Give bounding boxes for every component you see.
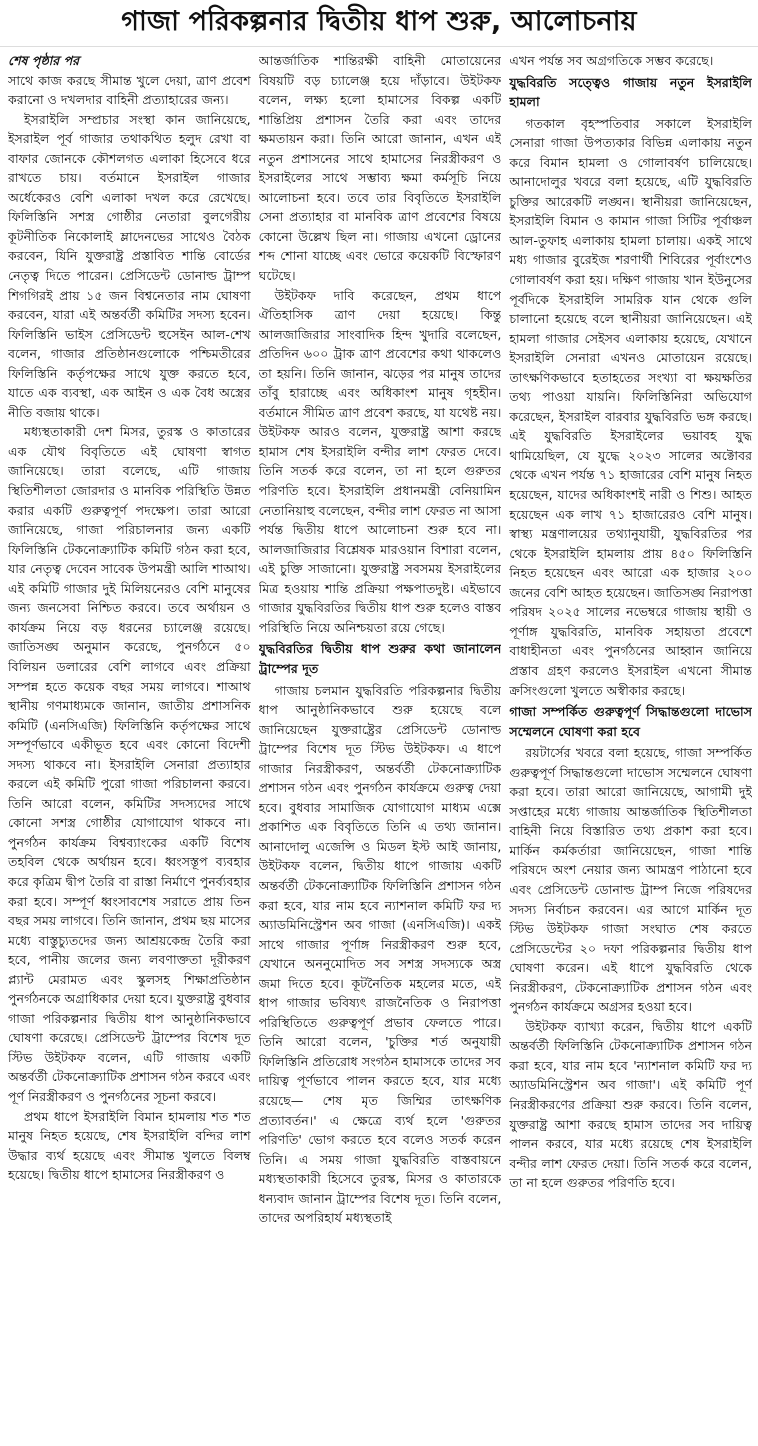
article-body: [0, 47, 758, 1443]
paragraph: সাথে কাজ করছে সীমান্ত খুলে দেয়া, ত্রাণ প্রবেশ করানো ও দখলদার বাহিনী প্রত্যাহারের জন্য।: [8, 72, 251, 108]
paragraph: রয়টার্সের খবরে বলা হয়েছে, গাজা সম্পর্কিত গুরুত্বপূর্ণ সিদ্ধান্তগুলো দাভোস সম্মেলনে ঘোষণা করা হবে। তারা আরো জানিয়েছে, আগামী দুই সপ্তাহের মধ্যে গাজায় আন্তর্জাতিক স্থিতিশীলতা বাহিনী নিয়ে বিস্তারিত তথ্য প্রকাশ করা হবে। মার্কিন কর্মকর্তারা জানিয়েছেন, গাজা শান্তি পরিষদে অংশ নেয়ার জন্য আমন্ত্রণ পাঠানো হবে এবং প্রেসিডেন্ট ডোনাল্ড ট্রাম্প নিজে পরিষদের সদস্য নির্বাচন করবেন। এর আগে মার্কিন দূত স্টিভ উইটকফ গাজা সংঘাত শেষ করতে প্রেসিডেন্টের ২০ দফা পরিকল্পনার দ্বিতীয় ধাপ ঘোষণা করেন। এই ধাপে যুদ্ধবিরতি থেকে নিরস্ত্রীকরণ, টেকনোক্র্যাটিক প্রশাসন গঠন এবং পুনর্গঠন কার্যক্রমে অগ্রসর হওয়া হবে।: [509, 745, 753, 1015]
paragraph: মধ্যস্থতাকারী দেশ মিসর, তুরস্ক ও কাতারের এক যৌথ বিবৃতিতে এই ঘোষণা স্বাগত জানিয়েছে। তারা বলেছে, এটি গাজায় স্থিতিশীলতা জোরদার ও মানবিক পরিস্থিতি উন্নত করার একটি গুরুত্বপূর্ণ পদক্ষেপ। তারা আরো জানিয়েছে, গাজা পরিচালনার জন্য একটি ফিলিস্তিনি টেকনোক্র্যাটিক কমিটি গঠন করা হবে, যার নেতৃত্ব দেবেন সাবেক উপমন্ত্রী আলি শাআথ। এই কমিটি গাজার দুই মিলিয়নেরও বেশি মানুষের জন্য জনসেবা নিশ্চিত করবে। তবে অর্থায়ন ও কার্যক্রম নিয়ে বড় ধরনের চ্যালেঞ্জ রয়েছে। জাতিসঙ্ঘ অনুমান করেছে, পুনর্গঠনে ৫০ বিলিয়ন ডলারের বেশি লাগবে এবং প্রক্রিয়া সম্পন্ন হতে কয়েক বছর সময় লাগবে। শাআথ স্থানীয় গণমাধ্যমকে জানান, জাতীয় প্রশাসনিক কমিটি (এনসিএজি) ফিলিস্তিনি কর্তৃপক্ষের সাথে সম্পূর্ণভাবে একীভূত হবে এবং কোনো বিদেশী সদস্য থাকবে না। ইসরাইলি সেনারা প্রত্যাহার করলে এই কমিটি পুরো গাজা পরিচালনা করবে। তিনি আরো বলেন, কমিটির সদস্যদের সাথে কোনো সশস্ত্র গোষ্ঠীর যোগাযোগ থাকবে না। পুনর্গঠন কার্যক্রম বিশ্বব্যাংকের একটি বিশেষ তহবিল থেকে অর্থায়ন হবে। ধ্বংসস্তূপ ব্যবহার করে কৃত্রিম দ্বীপ তৈরি বা রাস্তা নির্মাণে পুনর্ব্যবহার করা হবে। সম্পূর্ণ ধ্বংসাবশেষ সরাতে প্রায় তিন বছর সময় লাগবে। তিনি জানান, প্রথম ছয় মাসের মধ্যে বাস্তুচ্যুতদের জন্য আশ্রয়কেন্দ্র তৈরি করা হবে, পানীয় জলের জন্য লবণাক্ততা দূরীকরণ প্ল্যান্ট মেরামত এবং স্কুলসহ শিক্ষাপ্রতিষ্ঠান পুনর্গঠনকে অগ্রাধিকার দেয়া হবে। যুক্তরাষ্ট্র বুধবার গাজা পরিকল্পনার দ্বিতীয় ধাপ আনুষ্ঠানিকভাবে ঘোষণা করেছে। প্রেসিডেন্ট ট্রাম্পের বিশেষ দূত স্টিভ উইটকফ বলেন, এটি গাজায় একটি অন্তর্বর্তী টেকনোক্র্যাটিক প্রশাসন গঠন করবে এবং পূর্ণ নিরস্ত্রীকরণ ও পুনর্গঠনের সূচনা করবে।: [8, 424, 251, 1104]
continued-kicker: শেষ পৃষ্ঠার পর: [8, 53, 80, 68]
paragraph: গাজায় চলমান যুদ্ধবিরতি পরিকল্পনার দ্বিতীয় ধাপ আনুষ্ঠানিকভাবে শুরু হয়েছে বলে জানিয়েছেন যুক্তরাষ্ট্রের প্রেসিডেন্ট ডোনাল্ড ট্রাম্পের বিশেষ দূত স্টিভ উইটকফ। এ ধাপে গাজার নিরস্ত্রীকরণ, অন্তর্বর্তী টেকনোক্র্যাটিক প্রশাসন গঠন এবং পুনর্গঠন কার্যক্রমে গুরুত্ব দেয়া হবে। বুধবার সামাজিক যোগাযোগ মাধ্যম এক্সে প্রকাশিত এক বিবৃতিতে তিনি এ তথ্য জানান। আনাদোলু এজেন্সি ও মিডল ইস্ট আই জানায়, উইটকফ বলেন, দ্বিতীয় ধাপে গাজায় একটি অন্তর্বর্তী টেকনোক্র্যাটিক ফিলিস্তিনি প্রশাসন গঠন করা হবে, যার নাম হবে ন্যাশনাল কমিটি ফর দ্য অ্যাডমিনিস্ট্রেশন অব গাজা (এনসিএজি)। একই সাথে গাজার পূর্ণাঙ্গ নিরস্ত্রীকরণ শুরু হবে, যেখানে অননুমোদিত সব সশস্ত্র সদস্যকে অস্ত্র জমা দিতে হবে। কূটনৈতিক মহলের মতে, এই ধাপ গাজার ভবিষ্যৎ রাজনৈতিক ও নিরাপত্তা পরিস্থিতিতে গুরুত্বপূর্ণ প্রভাব ফেলতে পারে। তিনি আরো বলেন, 'চুক্তির শর্ত অনুযায়ী ফিলিস্তিনি প্রতিরোধ সংগঠন হামাসকে তাদের সব দায়িত্ব পূর্ণভাবে পালন করতে হবে, যার মধ্যে রয়েছে— শেষ মৃত জিম্মির তাৎক্ষণিক প্রত্যাবর্তন।' এ ক্ষেত্রে ব্যর্থ হলে 'গুরুতর পরিণতি' ভোগ করতে হবে বলেও সতর্ক করেন তিনি। এ সময় গাজা যুদ্ধবিরতি বাস্তবায়নে মধ্যস্থতাকারী হিসেবে তুরস্ক, মিসর ও কাতারকে ধন্যবাদ জানান ট্রাম্পের বিশেষ দূত। তিনি বলেন, তাদের অপরিহার্য মধ্যস্থতাই: [258, 682, 502, 1226]
paragraph: গতকাল বৃহস্পতিবার সকালে ইসরাইলি সেনারা গাজা উপত্যকার বিভিন্ন এলাকায় নতুন করে বিমান হামলা ও গোলাবর্ষণ চালিয়েছে। আনাদোলুর খবরে বলা হয়েছে, এটি যুদ্ধবিরতি চুক্তির আরেকটি লঙ্ঘন। স্থানীয়রা জানিয়েছেন, ইসরাইলি বিমান ও কামান গাজা সিটির পূর্বাঞ্চল আল-তুফাহ এলাকায় হামলা চালায়। একই সাথে মধ্য গাজার বুরেইজ শরণার্থী শিবিরের পূর্বাংশেও গোলাবর্ষণ করা হয়। দক্ষিণ গাজায় খান ইউনুসের পূর্বদিকে ইসরাইলি সামরিক যান থেকে গুলি চালানো হয়েছে বলে স্থানীয়রা জানিয়েছেন। এই হামলা গাজার সেইসব এলাকায় হয়েছে, যেখানে ইসরাইলি সেনারা এখনও মোতায়েন রয়েছে। তাৎক্ষণিকভাবে হতাহতের সংখ্যা বা ক্ষয়ক্ষতির তথ্য পাওয়া যায়নি। ফিলিস্তিনিরা অভিযোগ করেছেন, ইসরাইল বারবার যুদ্ধবিরতি ভঙ্গ করছে। এই যুদ্ধবিরতি ইসরাইলের ভয়াবহ যুদ্ধ থামিয়েছিল, যে যুদ্ধে ২০২৩ সালের অক্টোবর থেকে এখন পর্যন্ত ৭১ হাজারের বেশি মানুষ নিহত হয়েছেন, যাদের অধিকাংশই নারী ও শিশু। আহত হয়েছেন এক লাখ ৭১ হাজারেরও বেশি মানুষ। স্বাস্থ্য মন্ত্রণালয়ের তথ্যানুযায়ী, যুদ্ধবিরতির পর থেকে ইসরাইলি হামলায় প্রায় ৪৫০ ফিলিস্তিনি নিহত হয়েছেন এবং আরো এক হাজার ২০০ জনের বেশি আহত হয়েছেন। জাতিসঙ্ঘ নিরাপত্তা পরিষদ ২০২৫ সালের নভেম্বরে গাজায় স্থায়ী ও পূর্ণাঙ্গ যুদ্ধবিরতি, মানবিক সহায়তা প্রবেশে বাধাহীনতা এবং পুনর্গঠনের আহ্বান জানিয়ে প্রস্তাব গ্রহণ করলেও ইসরাইল এখনো সীমান্ত ক্রসিংগুলো খুলতে অস্বীকার করছে।: [509, 115, 753, 698]
subheading: যুদ্ধবিরতির দ্বিতীয় ধাপ শুরুর কথা জানালেন ট্রাম্পের দূত: [258, 641, 502, 676]
column-3: [509, 51, 752, 1443]
paragraph: ইসরাইলি সম্প্রচার সংস্থা কান জানিয়েছে, ইসরাইল পূর্ব গাজার তথাকথিত হলুদ রেখা বা বাফার জোনকে কৌশলগত এলাকা হিসেবে ধরে রাখতে চায়। বর্তমানে ইসরাইল গাজার অর্ধেকেরও বেশি এলাকা দখল করে রেখেছে। ফিলিস্তিনি সশস্ত্র গোষ্ঠীর নেতারা বুলগেরীয় কূটনীতিক নিকোলাই ম্লাদেনভের সাথেও বৈঠক করবেন, যিনি যুক্তরাষ্ট্র প্রস্তাবিত শান্তি বোর্ডের নেতৃত্ব দিতে পারেন। প্রেসিডেন্ট ডোনাল্ড ট্রাম্প শিগগিরই প্রায় ১৫ জন বিশ্বনেতার নাম ঘোষণা করবেন, যারা এই অন্তর্বর্তী কমিটির সদস্য হবেন। ফিলিস্তিনি ভাইস প্রেসিডেন্ট হুসেইন আল-শেখ বলেন, গাজার প্রতিষ্ঠানগুলোকে পশ্চিমতীরের ফিলিস্তিনি কর্তৃপক্ষের সাথে যুক্ত করতে হবে, যাতে এক ব্যবস্থা, এক আইন ও এক বৈধ অস্ত্রের নীতি বজায় থাকে।: [8, 111, 251, 420]
paragraph: উইটকফ দাবি করেছেন, প্রথম ধাপে ঐতিহাসিক ত্রাণ দেয়া হয়েছে। কিন্তু আলজাজিরার সাংবাদিক হিন্দ খুদারি বলেছেন, প্রতিদিন ৬০০ ট্রাক ত্রাণ প্রবেশের কথা থাকলেও তা হয়নি। তিনি জানান, ঝড়ের পর মানুষ তাদের তাঁবু হারাচ্ছে এবং অধিকাংশ মানুষ গৃহহীন। বর্তমানে সীমিত ত্রাণ প্রবেশ করছে, যা যথেষ্ট নয়। উইটকফ আরও বলেন, যুক্তরাষ্ট্র আশা করছে হামাস শেষ ইসরাইলি বন্দীর লাশ ফেরত দেবে। তিনি সতর্ক করে বলেন, তা না হলে গুরুতর পরিণতি হবে। ইসরাইলি প্রধানমন্ত্রী বেনিয়ামিন নেতানিয়াহু বলেছেন, বন্দীর লাশ ফেরত না আসা পর্যন্ত দ্বিতীয় ধাপে আলোচনা শুরু হবে না। আলজাজিরার বিশ্লেষক মারওয়ান বিশারা বলেন, এই চুক্তি সাজানো। যুক্তরাষ্ট্র সবসময় ইসরাইলের মিত্র হওয়ায় শান্তি প্রক্রিয়া পক্ষপাতদুষ্ট। এইভাবে গাজার যুদ্ধবিরতির দ্বিতীয় ধাপ শুরু হলেও বাস্তব পরিস্থিতি নিয়ে অনিশ্চয়তা রয়ে গেছে।: [258, 287, 502, 635]
subheading: যুদ্ধবিরতি সত্ত্বেও গাজায় নতুন ইসরাইলি হামলা: [509, 74, 753, 110]
headline: গাজা পরিকল্পনার দ্বিতীয় ধাপ শুরু, আলোচনায়: [0, 0, 758, 47]
paragraph: এখন পর্যন্ত সব অগ্রগতিকে সম্ভব করেছে।: [509, 53, 714, 68]
paragraph: আন্তর্জাতিক শান্তিরক্ষী বাহিনী মোতায়েনের বিষয়টি বড় চ্যালেঞ্জ হয়ে দাঁড়াবে। উইটকফ বলেন, লক্ষ্য হলো হামাসের বিকল্প একটি শান্তিপ্রিয় প্রশাসন তৈরি করা এবং তাদের ক্ষমতায়ন করা। তিনি আরো জানান, এখন এই নতুন প্রশাসনের সাথে হামাসের নিরস্ত্রীকরণ ও ইসরাইলের সাথে সম্ভাব্য ক্ষমা কর্মসূচি নিয়ে আলোচনা হবে। তবে তার বিবৃতিতে ইসরাইলি সেনা প্রত্যাহার বা মানবিক ত্রাণ প্রবেশের বিষয়ে কোনো উল্লেখ ছিল না। গাজায় এখনো ড্রোনের শব্দ শোনা যাচ্ছে এবং ভোরে কয়েকটি বিস্ফোরণ ঘটেছে।: [258, 53, 502, 284]
column-2: [259, 51, 502, 1443]
paragraph: উইটকফ ব্যাখ্যা করেন, দ্বিতীয় ধাপে একটি অন্তর্বর্তী ফিলিস্তিনি টেকনোক্র্যাটিক প্রশাসন গঠন করা হবে, যার নাম হবে 'ন্যাশনাল কমিটি ফর দ্য অ্যাডমিনিস্ট্রেশন অব গাজা'। এই কমিটি পূর্ণ নিরস্ত্রীকরণের প্রক্রিয়া শুরু করবে। তিনি বলেন, যুক্তরাষ্ট্র আশা করছে হামাস তাদের সব দায়িত্ব পালন করবে, যার মধ্যে রয়েছে শেষ ইসরাইলি বন্দীর লাশ ফেরত দেয়া। তিনি সতর্ক করে বলেন, তা না হলে গুরুতর পরিণতি হবে।: [509, 1018, 753, 1191]
column-1: [8, 51, 251, 1443]
subheading: গাজা সম্পর্কিত গুরুত্বপূর্ণ সিদ্ধান্তগুলো দাভোস সম্মেলনে ঘোষণা করা হবে: [509, 704, 753, 739]
paragraph: প্রথম ধাপে ইসরাইলি বিমান হামলায় শত শত মানুষ নিহত হয়েছে, শেষ ইসরাইলি বন্দির লাশ উদ্ধার ব্যর্থ হয়েছে এবং সীমান্ত খুলতে বিলম্ব হয়েছে। দ্বিতীয় ধাপে হামাসের নিরস্ত্রীকরণ ও: [8, 1108, 251, 1183]
